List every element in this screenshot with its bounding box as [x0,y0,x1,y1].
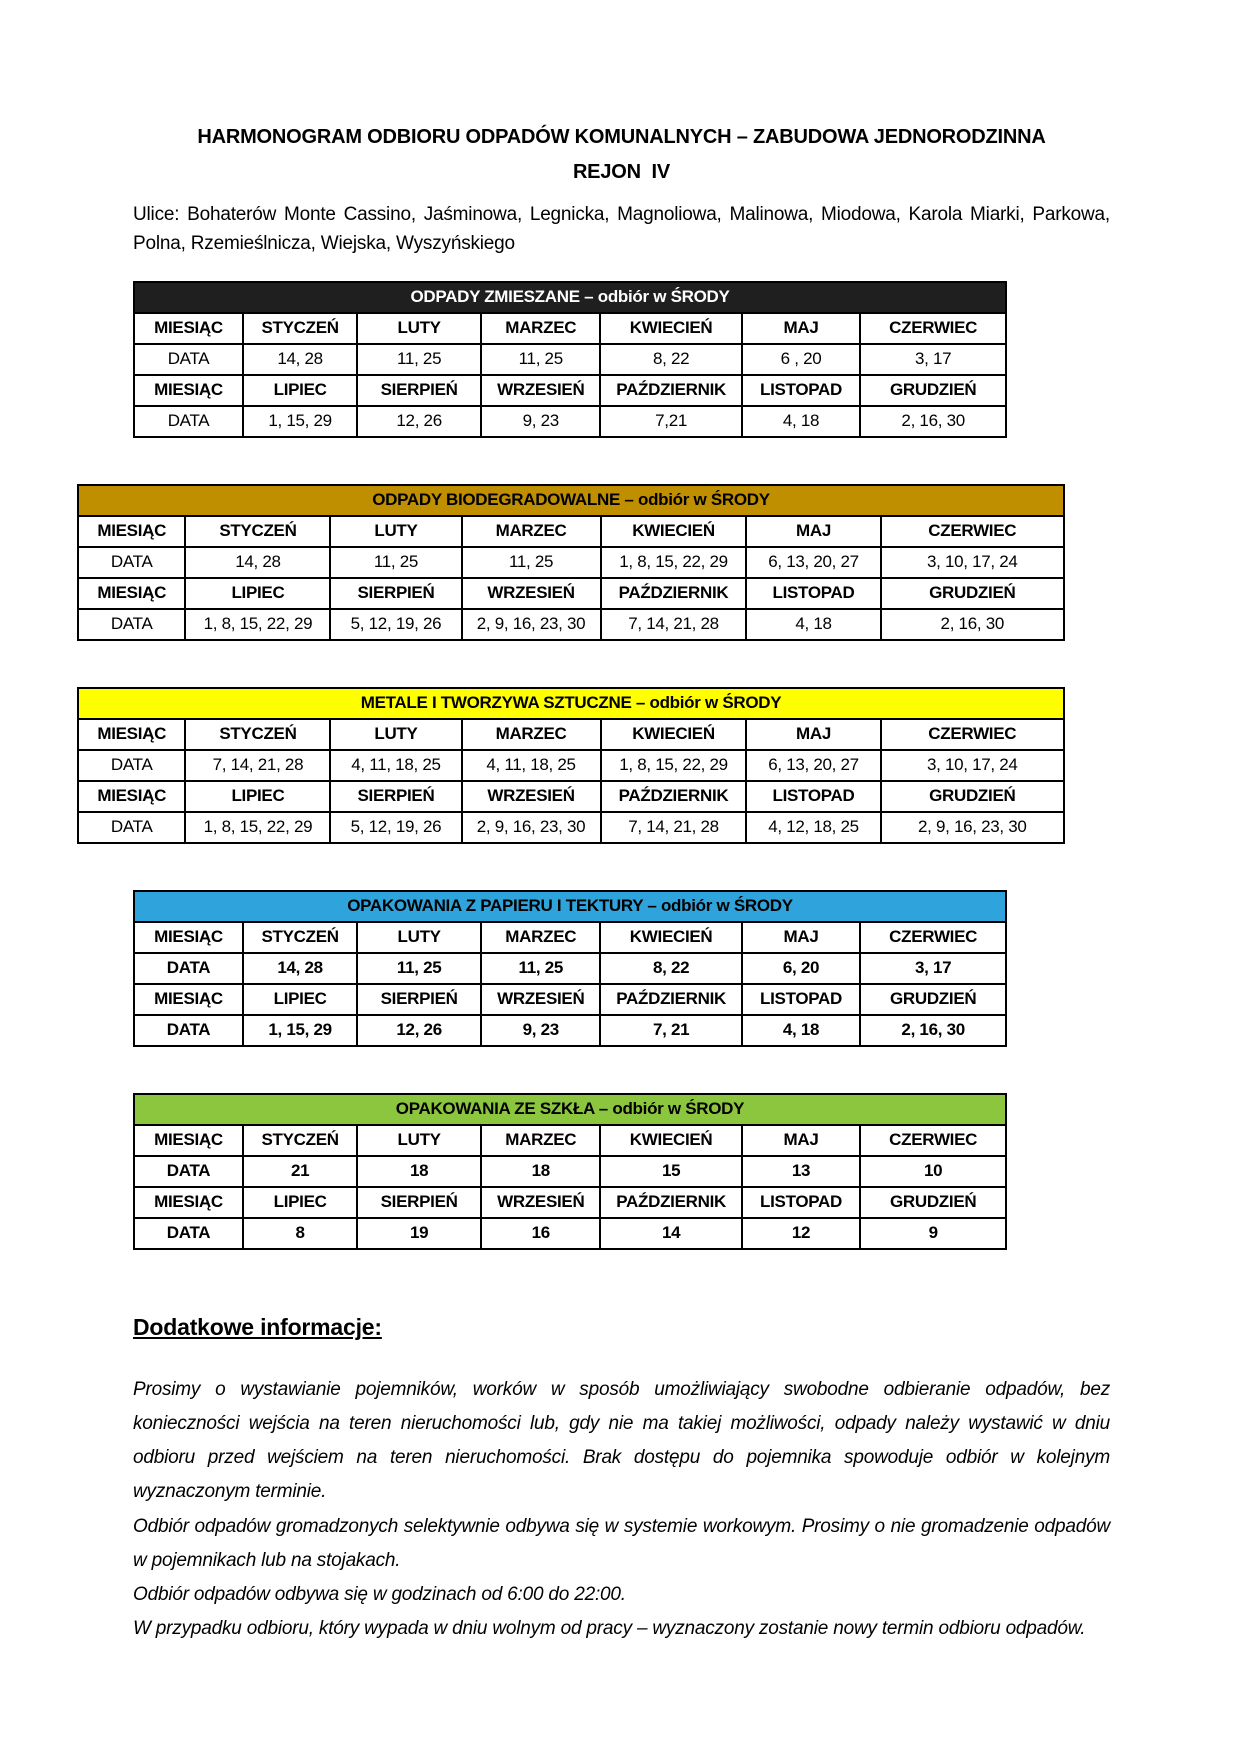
month-cell: PAŹDZIERNIK [601,578,747,609]
table-row [78,516,1064,547]
date-cell: 4, 18 [746,609,880,640]
date-cell: 6, 13, 20, 27 [746,547,880,578]
date-cell: 2, 9, 16, 23, 30 [462,609,601,640]
schedule-table-odpady-biodegradowalne [77,484,1065,641]
schedule-table-odpady-zmieszane [133,281,1007,438]
month-cell: GRUDZIEŃ [881,781,1064,812]
info-paragraph: Odbiór odpadów gromadzonych selektywnie odbywa się w systemie workowym. Prosimy o nie gromadzenie odpadów w pojemnikach lub na stojakach. [133,1515,1110,1571]
date-cell: 18 [481,1156,600,1187]
month-cell: STYCZEŃ [243,1125,357,1156]
row-label: DATA [78,609,185,640]
month-cell: CZERWIEC [860,313,1006,344]
row-label: DATA [78,812,185,843]
date-cell: 5, 12, 19, 26 [330,812,461,843]
month-cell: STYCZEŃ [243,313,357,344]
month-cell: PAŹDZIERNIK [600,375,741,406]
month-cell: KWIECIEŃ [600,922,741,953]
month-cell: WRZESIEŃ [462,578,601,609]
month-cell: STYCZEŃ [185,719,330,750]
table-row [134,1125,1006,1156]
month-cell: GRUDZIEŃ [860,1187,1006,1218]
month-cell: KWIECIEŃ [601,516,747,547]
month-cell: CZERWIEC [881,516,1064,547]
table-row [134,984,1006,1015]
date-cell: 2, 16, 30 [860,1015,1006,1046]
info-paragraph: W przypadku odbioru, który wypada w dniu wolnym od pracy – wyznaczony zostanie nowy termin odbioru odpadów. [133,1618,1086,1640]
date-cell: 3, 17 [860,953,1006,984]
row-label: DATA [78,750,185,781]
row-label: MIESIĄC [134,313,243,344]
month-cell: SIERPIEŃ [330,781,461,812]
row-label: MIESIĄC [134,922,243,953]
date-cell: 14 [600,1218,741,1249]
month-cell: LIPIEC [243,375,357,406]
month-cell: MAJ [746,516,880,547]
date-cell: 4, 12, 18, 25 [746,812,880,843]
month-cell: MARZEC [462,516,601,547]
month-cell: MAJ [742,1125,861,1156]
date-cell: 9, 23 [481,1015,600,1046]
month-cell: STYCZEŃ [185,516,330,547]
date-cell: 2, 9, 16, 23, 30 [462,812,601,843]
month-cell: LIPIEC [243,1187,357,1218]
date-cell: 7, 21 [600,1015,741,1046]
date-cell: 7, 14, 21, 28 [601,812,747,843]
table-row [134,1187,1006,1218]
month-cell: WRZESIEŃ [481,375,600,406]
table-title-bar: ODPADY ZMIESZANE – odbiór w ŚRODY [134,282,1006,313]
month-cell: LUTY [330,516,461,547]
month-cell: MAJ [742,313,861,344]
table-title-bar: ODPADY BIODEGRADOWALNE – odbiór w ŚRODY [78,485,1064,516]
month-cell: MAJ [742,922,861,953]
row-label: DATA [134,1156,243,1187]
month-cell: GRUDZIEŃ [881,578,1064,609]
date-cell: 4, 18 [742,1015,861,1046]
date-cell: 1, 8, 15, 22, 29 [601,750,747,781]
date-cell: 6 , 20 [742,344,861,375]
month-cell: WRZESIEŃ [481,984,600,1015]
schedule-table-metale-i-tworzywa-sztuczne [77,687,1065,844]
row-label: DATA [134,406,243,437]
month-cell: PAŹDZIERNIK [600,984,741,1015]
month-cell: LISTOPAD [742,375,861,406]
date-cell: 3, 10, 17, 24 [881,547,1064,578]
date-cell: 2, 16, 30 [881,609,1064,640]
month-cell: MARZEC [481,313,600,344]
streets-list: Ulice: Bohaterów Monte Cassino, Jaśminowa, Legnicka, Magnoliowa, Malinowa, Miodowa, Karola Miarki, Parkowa, Polna, Rzemieślnicza, Wiejska, Wyszyńskiego [133,204,1110,255]
month-cell: LUTY [357,1125,481,1156]
date-cell: 8 [243,1218,357,1249]
month-cell: MARZEC [481,922,600,953]
table-title-bar: OPAKOWANIA Z PAPIERU I TEKTURY – odbiór w ŚRODY [134,891,1006,922]
date-cell: 1, 15, 29 [243,1015,357,1046]
date-cell: 6, 20 [742,953,861,984]
date-cell: 12, 26 [357,1015,481,1046]
date-cell: 11, 25 [462,547,601,578]
date-cell: 21 [243,1156,357,1187]
date-cell: 14, 28 [185,547,330,578]
table-row [134,344,1006,375]
schedule-tables [97,281,1110,1250]
month-cell: LISTOPAD [742,1187,861,1218]
date-cell: 7, 14, 21, 28 [601,609,747,640]
date-cell: 1, 15, 29 [243,406,357,437]
date-cell: 1, 8, 15, 22, 29 [185,812,330,843]
table-row [134,1156,1006,1187]
date-cell: 6, 13, 20, 27 [746,750,880,781]
table-row [78,578,1064,609]
date-cell: 9 [860,1218,1006,1249]
month-cell: MARZEC [462,719,601,750]
date-cell: 19 [357,1218,481,1249]
month-cell: LUTY [357,313,481,344]
row-label: DATA [134,344,243,375]
table-row [134,313,1006,344]
additional-info-section [133,1373,1110,1647]
row-label: MIESIĄC [134,1125,243,1156]
document-title: HARMONOGRAM ODBIORU ODPADÓW KOMUNALNYCH – ZABUDOWA JEDNORODZINNA [197,126,1046,148]
date-cell: 1, 8, 15, 22, 29 [601,547,747,578]
schedule-table-opakowania-ze-szkla [133,1093,1007,1250]
table-row [78,609,1064,640]
table-title-bar: OPAKOWANIA ZE SZKŁA – odbiór w ŚRODY [134,1094,1006,1125]
table-row [134,375,1006,406]
row-label: MIESIĄC [134,1187,243,1218]
date-cell: 8, 22 [600,953,741,984]
table-row [134,406,1006,437]
month-cell: KWIECIEŃ [601,719,747,750]
month-cell: CZERWIEC [860,1125,1006,1156]
date-cell: 4, 11, 18, 25 [330,750,461,781]
month-cell: SIERPIEŃ [357,1187,481,1218]
document-subtitle: REJON IV [572,161,671,183]
table-row [134,1218,1006,1249]
month-cell: CZERWIEC [860,922,1006,953]
date-cell: 4, 11, 18, 25 [462,750,601,781]
row-label: MIESIĄC [134,984,243,1015]
month-cell: SIERPIEŃ [357,375,481,406]
date-cell: 14, 28 [243,344,357,375]
date-cell: 8, 22 [600,344,741,375]
date-cell: 2, 16, 30 [860,406,1006,437]
info-paragraph: Odbiór odpadów odbywa się w godzinach od 6:00 do 22:00. [133,1584,626,1605]
table-row [78,750,1064,781]
month-cell: LISTOPAD [746,578,880,609]
date-cell: 10 [860,1156,1006,1187]
date-cell: 11, 25 [481,344,600,375]
month-cell: LIPIEC [185,578,330,609]
month-cell: SIERPIEŃ [330,578,461,609]
month-cell: LUTY [357,922,481,953]
date-cell: 15 [600,1156,741,1187]
month-cell: LISTOPAD [742,984,861,1015]
date-cell: 13 [742,1156,861,1187]
month-cell: MAJ [746,719,880,750]
month-cell: KWIECIEŃ [600,313,741,344]
date-cell: 9, 23 [481,406,600,437]
month-cell: LUTY [330,719,461,750]
date-cell: 18 [357,1156,481,1187]
date-cell: 5, 12, 19, 26 [330,609,461,640]
date-cell: 14, 28 [243,953,357,984]
date-cell: 3, 10, 17, 24 [881,750,1064,781]
date-cell: 3, 17 [860,344,1006,375]
info-paragraph: Prosimy o wystawianie pojemników, worków w sposób umożliwiający swobodne odbieranie odpadów, bez konieczności wejścia na teren nieruchomości lub, gdy nie ma takiej możliwości, odpady należy wystawić w dniu odbioru przed wejściem na teren nieruchomości. Brak dostępu do pojemnika spowoduje odbiór w kolejnym wyznaczonym terminie. [133,1378,1110,1503]
month-cell: STYCZEŃ [243,922,357,953]
table-row [134,1015,1006,1046]
month-cell: KWIECIEŃ [600,1125,741,1156]
month-cell: WRZESIEŃ [462,781,601,812]
row-label: MIESIĄC [78,719,185,750]
row-label: MIESIĄC [134,375,243,406]
month-cell: LISTOPAD [746,781,880,812]
month-cell: PAŹDZIERNIK [600,1187,741,1218]
date-cell: 7,21 [600,406,741,437]
row-label: DATA [78,547,185,578]
month-cell: PAŹDZIERNIK [601,781,747,812]
date-cell: 4, 18 [742,406,861,437]
schedule-table-opakowania-z-papieru-i-tektury [133,890,1007,1047]
date-cell: 16 [481,1218,600,1249]
row-label: MIESIĄC [78,578,185,609]
month-cell: CZERWIEC [881,719,1064,750]
month-cell: GRUDZIEŃ [860,375,1006,406]
date-cell: 7, 14, 21, 28 [185,750,330,781]
additional-info-heading: Dodatkowe informacje: [133,1313,382,1340]
date-cell: 11, 25 [357,344,481,375]
date-cell: 12, 26 [357,406,481,437]
month-cell: GRUDZIEŃ [860,984,1006,1015]
table-row [78,719,1064,750]
month-cell: LIPIEC [243,984,357,1015]
row-label: MIESIĄC [78,781,185,812]
month-cell: MARZEC [481,1125,600,1156]
table-row [78,812,1064,843]
table-row [78,547,1064,578]
table-title-bar: METALE I TWORZYWA SZTUCZNE – odbiór w ŚRODY [78,688,1064,719]
table-row [78,781,1064,812]
date-cell: 12 [742,1218,861,1249]
date-cell: 11, 25 [357,953,481,984]
row-label: DATA [134,1015,243,1046]
date-cell: 1, 8, 15, 22, 29 [185,609,330,640]
date-cell: 2, 9, 16, 23, 30 [881,812,1064,843]
row-label: DATA [134,1218,243,1249]
table-row [134,922,1006,953]
date-cell: 11, 25 [481,953,600,984]
month-cell: SIERPIEŃ [357,984,481,1015]
date-cell: 11, 25 [330,547,461,578]
row-label: MIESIĄC [78,516,185,547]
month-cell: WRZESIEŃ [481,1187,600,1218]
month-cell: LIPIEC [185,781,330,812]
table-row [134,953,1006,984]
row-label: DATA [134,953,243,984]
